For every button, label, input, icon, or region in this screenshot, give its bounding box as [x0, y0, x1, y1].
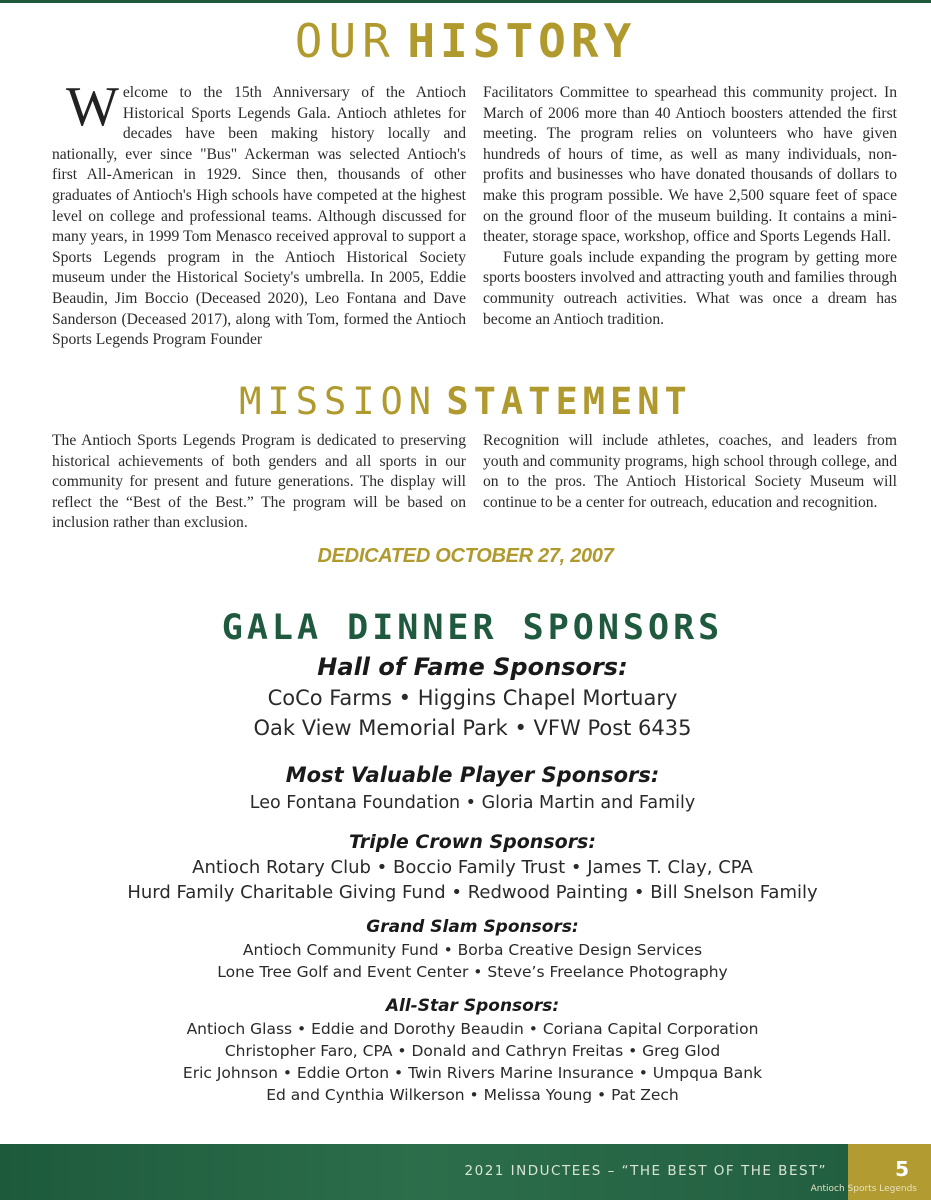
history-heading — [0, 14, 931, 68]
sponsor-line: Christopher Faro, CPA • Donald and Cathryn Freitas • Greg Glod — [224, 1042, 721, 1060]
mission-heading-light: MISSION — [239, 380, 438, 423]
mission-left-text: The Antioch Sports Legends Program is dedicated to preserving historical achievements of both genders and all sports in our community for present and future generations. The display will reflect the “Best of the Best.” The program will be based on inclusion rather than exclusion. — [52, 432, 466, 532]
mission-right-column — [483, 431, 897, 513]
sponsor-tier-triple-crown — [0, 829, 931, 905]
mission-right-text: Recognition will include athletes, coaches, and leaders from youth and community programs, high school through college, and on to the pros. The Antioch Historical Society Museum will continue to be a center for outreach, education and recognition. — [483, 432, 897, 511]
history-dropcap: W — [66, 76, 119, 138]
sponsor-line: Antioch Community Fund • Borba Creative Design Services — [242, 941, 703, 959]
sponsor-line: CoCo Farms • Higgins Chapel Mortuary — [267, 686, 678, 710]
sponsor-line: Antioch Glass • Eddie and Dorothy Beaudin • Coriana Capital Corporation — [186, 1020, 759, 1038]
sponsors-heading: GALA DINNER SPONSORS — [221, 608, 724, 648]
mission-heading — [0, 380, 931, 424]
history-heading-light: OUR — [294, 14, 396, 68]
tier-title: Hall of Fame Sponsors: — [317, 653, 628, 681]
tier-title: Triple Crown Sponsors: — [349, 831, 596, 853]
footer-watermark: Antioch Sports Legends — [810, 1184, 917, 1194]
history-left-text: elcome to the 15th Anniversary of the Antioch Historical Sports Legends Gala. Antioch athletes for decades have been making history locally and nationally, ever since "Bus" Ackerman was selected Antioch's first All-American in 1929. Since then, thousands of other graduates of Antioch's High schools have competed at the highest level on college and professional teams. Although discussed for many years, in 1999 Tom Menasco received approval to support a Sports Legends program in the Antioch Historical Society museum under the Historical Society's umbrella. In 2005, Eddie Beaudin, Jim Boccio (Deceased 2020), Leo Fontana and Dave Sanderson (Deceased 2017), along with Tom, formed the Antioch Sports Legends Program Founder — [52, 84, 466, 349]
history-left-column — [52, 76, 466, 351]
footer-title: 2021 INDUCTEES – “THE BEST OF THE BEST” — [464, 1163, 827, 1179]
mission-left-column — [52, 431, 466, 534]
page-number-box — [810, 1144, 931, 1200]
mission-heading-bold: STATEMENT — [446, 380, 692, 423]
sponsor-line: Hurd Family Charitable Giving Fund • Redwood Painting • Bill Snelson Family — [127, 882, 818, 903]
sponsor-line: Lone Tree Golf and Event Center • Steve’s Freelance Photography — [217, 963, 728, 981]
sponsor-line: Leo Fontana Foundation • Gloria Martin and Family — [249, 793, 696, 813]
sponsor-line: Ed and Cynthia Wilkerson • Melissa Young • Pat Zech — [266, 1086, 679, 1104]
sponsor-line: Antioch Rotary Club • Boccio Family Trust • James T. Clay, CPA — [192, 857, 753, 878]
sponsor-tier-all-star — [0, 994, 931, 1106]
page-number: 5 — [895, 1157, 909, 1181]
sponsor-tier-mvp — [0, 760, 931, 817]
tier-title: Most Valuable Player Sponsors: — [285, 763, 660, 787]
dedication-date: DEDICATED OCTOBER 27, 2007 — [317, 545, 614, 567]
tier-title: Grand Slam Sponsors: — [366, 917, 579, 937]
top-rule — [0, 0, 931, 3]
sponsor-line: Oak View Memorial Park • VFW Post 6435 — [253, 716, 692, 740]
sponsor-line: Eric Johnson • Eddie Orton • Twin Rivers Marine Insurance • Umpqua Bank — [182, 1064, 763, 1082]
sponsor-tier-hall-of-fame — [0, 651, 931, 743]
sponsor-tier-grand-slam — [0, 915, 931, 983]
history-right-text: Facilitators Committee to spearhead this community project. In March of 2006 more than 40 Antioch boosters attended the first meeting. The program relies on volunteers who have given hundreds of hours of time, as well as many individuals, non-profits and businesses who have donated thousands of dollars to make this program possible. We have 2,500 square feet of space on the ground floor of the museum building. It contains a mini-theater, storage space, workshop, office and Sports Legends Hall. — [483, 84, 897, 246]
page-footer — [0, 1144, 931, 1200]
tier-title: All-Star Sponsors: — [385, 996, 560, 1016]
history-heading-bold: HISTORY — [407, 14, 637, 68]
history-right-text-2: Future goals include expanding the program by getting more sports boosters involved and attracting youth and families through community outreach activities. What was once a dream has become an Antioch tradition. — [483, 248, 897, 328]
history-right-column — [483, 83, 897, 330]
